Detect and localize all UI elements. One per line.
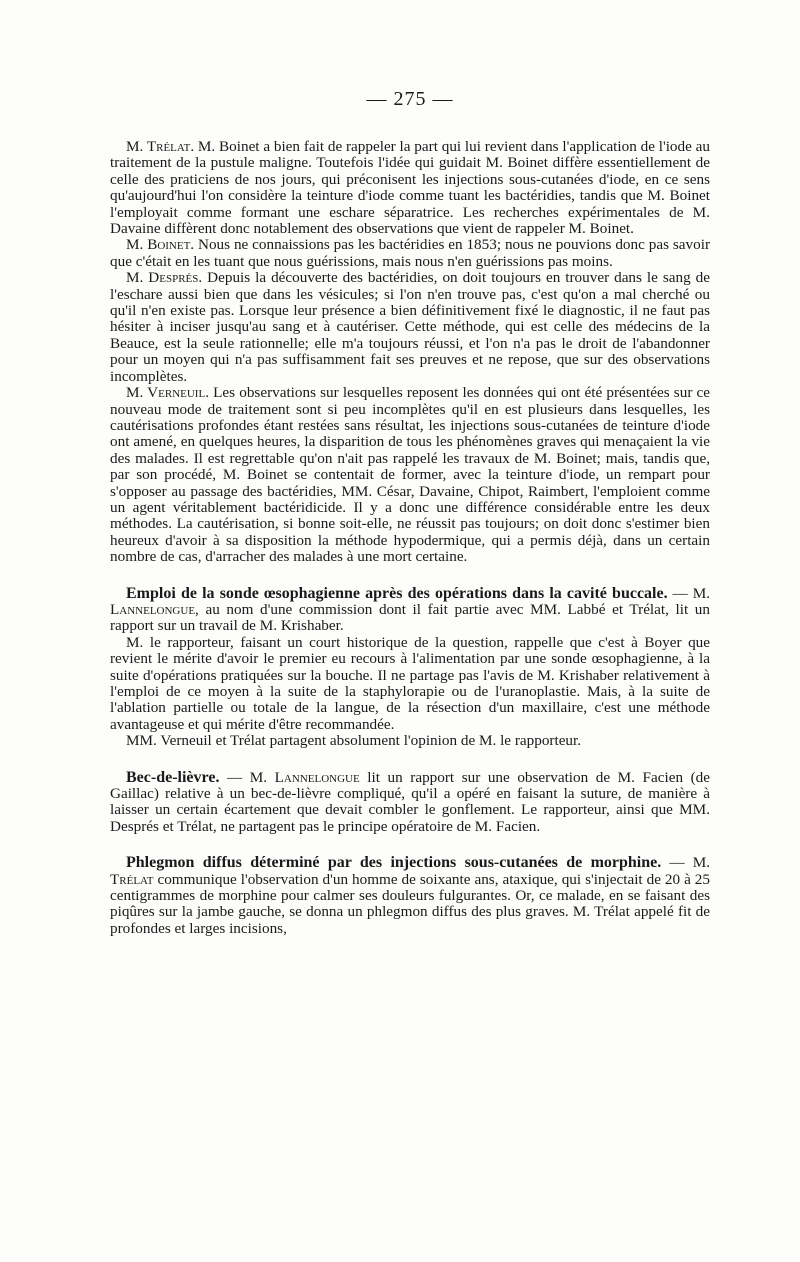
reporter-name: Lannelongue xyxy=(274,768,360,786)
paragraph-boinet xyxy=(110,237,710,270)
speaker-name: M. Boinet. xyxy=(126,236,195,254)
section-paragraph: MM. Verneuil et Trélat partagent absolument l'opinion de M. le rapporteur. xyxy=(126,732,582,750)
section-intro xyxy=(110,770,710,836)
speaker-name: M. Verneuil. xyxy=(126,384,209,402)
dash-text: — M. xyxy=(661,854,710,872)
section-intro xyxy=(110,855,710,937)
section-text: lit un rapport sur une observation de M. Facien (de Gaillac) relative à un bec-de-lièvre compliqué, qu'il a opéré en faisant la suture, de manière à laisser un certain écartement que devait combler le gonflement. Le rapporteur, ainsi que MM. Després et Trélat, ne partagent pas le principe opératoire de M. Facien. xyxy=(110,768,710,835)
paragraph-trelat xyxy=(110,139,710,237)
speaker-name: M. Trélat. xyxy=(126,138,195,155)
paragraph-text: M. Boinet a bien fait de rappeler la part qui lui revient dans l'application de l'iode au traitement de la pustule maligne. Toutefois l'idée qui guidait M. Boinet diffère essentiellement de celle des praticiens de nos jours, qui préconisent les injections sous-cutanées d'iode, en ce sens qu'aujourd'hui l'on considère la teinture d'iode comme tuant les bactéridies, tandis que M. Boinet l'employait comme formant une eschare séparatrice. Les recherches expérimentales de M. Davaine diffèrent donc notablement des observations que vient de rappeler M. Boinet. xyxy=(110,138,710,238)
section-text: , au nom d'une commission dont il fait partie avec MM. Labbé et Trélat, lit un rapport sur un travail de M. Krishaber. xyxy=(110,600,710,635)
section-heading: Bec-de-lièvre. xyxy=(126,768,220,786)
section-bec-de-lievre xyxy=(110,770,710,836)
dash-text: — M. xyxy=(219,768,275,786)
section-paragraph: M. le rapporteur, faisant un court historique de la question, rappelle que c'est à Boyer que revient le mérite d'avoir le premier eu recours à l'alimentation par une sonde œsophagienne, à la suite d'opérations pratiquées sur la bouche. Il ne partage pas l'avis de M. Krishaber relativement à l'emploi de ce moyen à la suite de la staphylorapie ou de l'uranoplastie. Mais, à la suite de l'ablation partielle ou totale de la langue, de la résection d'un maxillaire, c'est une méthode avantageuse et qui mérite d'être recommandée. xyxy=(110,633,710,733)
section-heading: Emploi de la sonde œsophagienne après des opérations dans la cavité buccale. xyxy=(126,584,668,602)
section-text: communique l'observation d'un homme de soixante ans, ataxique, qui s'injectait de 20 à 25 centigrammes de morphine pour calmer ses douleurs fulgurantes. Or, ce malade, en se faisant des piqûres sur la jambe gauche, se donna un phlegmon diffus des plus graves. M. Trélat appelé fit de profondes et larges incisions, xyxy=(110,870,710,937)
paragraph-verneuil xyxy=(110,385,710,565)
paragraph-despres xyxy=(110,270,710,385)
reporter-name: Trélat xyxy=(110,870,154,888)
reporter-name: Lannelongue xyxy=(110,600,196,618)
speaker-name: M. Després. xyxy=(126,269,203,287)
section-intro xyxy=(110,586,710,635)
paragraph-text: Les observations sur lesquelles reposent les données qui ont été présentées sur ce nouveau mode de traitement sont si peu incomplètes qu'il en est plusieurs dans lesquelles, les cautérisations profondes étant restées sans résultat, les injections sous-cutanées de teinture d'iode ont amené, en quelques heures, la disparition de tous les phénomènes graves qui menaçaient la vie des malades. Il est regrettable qu'on n'ait pas rappelé les travaux de M. Boinet; mais, tandis que, par son procédé, M. Boinet se contentait de former, avec la teinture d'iode, un rempart pour s'opposer au passage des bactéridies, MM. César, Davaine, Chipot, Raimbert, l'emploient comme un agent véritablement bactéridicide. Il y a donc une différence considérable entre les deux méthodes. La cautérisation, si bonne soit-elle, ne réussit pas toujours; on doit donc s'estimer bien heureux d'avoir à sa disposition la méthode hypodermique, qui a permis déjà, dans un certain nombre de cas, d'arracher des malades à une mort certaine. xyxy=(110,384,711,566)
section-sonde-oesophagienne xyxy=(110,586,710,750)
section-heading: Phlegmon diffus déterminé par des injections sous-cutanées de morphine. xyxy=(126,854,662,872)
page-number: — 275 — xyxy=(366,88,454,110)
paragraph-text: Nous ne connaissions pas les bactéridies en 1853; nous ne pouvions donc pas savoir que c'était en les tuant que nous guérissions, mais nous n'en guérissions pas moins. xyxy=(110,236,710,270)
paragraph-text: Depuis la découverte des bactéridies, on doit toujours en trouver dans le sang de l'eschare aussi bien que dans les vésicules; si l'on n'en trouve pas, c'est qu'on a mal cherché ou qu'il n'en existe pas. Lorsque leur présence a bien définitivement fixé le diagnostic, il ne faut pas hésiter à inciser jusqu'au sang et à cautériser. Cette méthode, qui est celle des médecins de la Beauce, est la seule rationnelle; elle m'a toujours réussi, et l'on n'a pas le droit de l'abandonner pour un moyen qui n'a pas suffisamment fait ses preuves et ne repose, que sur des observations incomplètes. xyxy=(110,269,710,385)
dash-text: — M. xyxy=(667,584,710,602)
section-phlegmon xyxy=(110,855,710,937)
